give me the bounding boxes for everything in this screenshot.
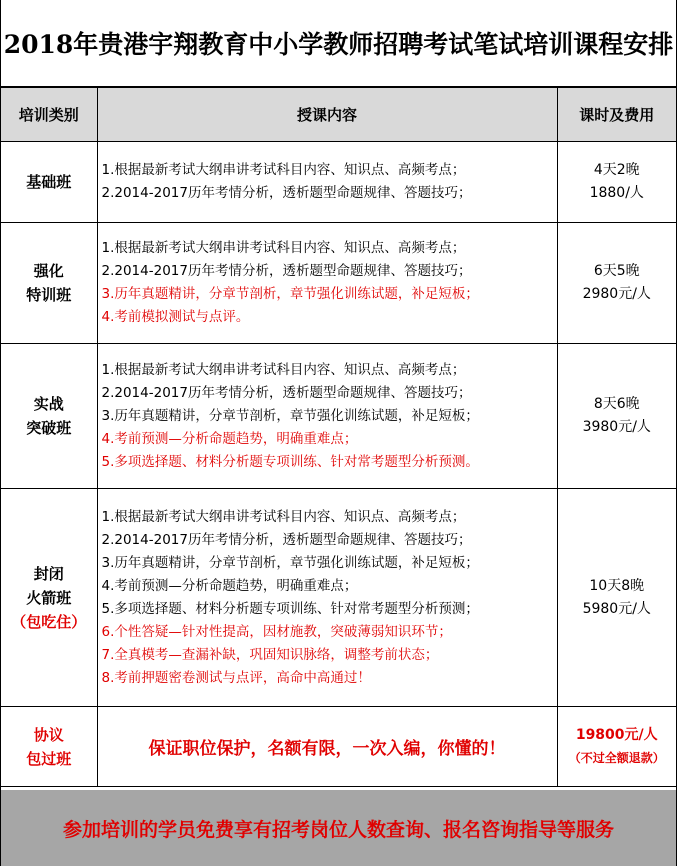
content-line: 4.考前预测—分析命题趋势，明确重难点； bbox=[101, 430, 358, 447]
content-line: 2.2014-2017历年考情分析，透析题型命题规律、答题技巧； bbox=[101, 185, 472, 201]
table-header-row bbox=[1, 88, 676, 142]
fee-price: 1880/人 bbox=[589, 185, 644, 201]
row-content bbox=[97, 489, 557, 707]
content-line: 2.2014-2017历年考情分析，透析题型命题规律、答题技巧； bbox=[101, 263, 472, 279]
content-line: 1.根据最新考试大纲串讲考试科目内容、知识点、高频考点； bbox=[101, 361, 466, 378]
row-content bbox=[97, 344, 557, 489]
fee-price: 19800元/人 bbox=[575, 726, 658, 743]
header-category: 培训类别 bbox=[1, 88, 97, 142]
row-fee bbox=[557, 344, 676, 489]
row-fee bbox=[557, 223, 676, 344]
content-line: 8.考前押题密卷测试与点评，高命中高通过！ bbox=[101, 669, 371, 686]
row-category bbox=[1, 489, 97, 707]
category-label: 特训班 bbox=[26, 286, 72, 304]
content-line: 2.2014-2017历年考情分析，透析题型命题规律、答题技巧； bbox=[101, 531, 472, 548]
category-note: （包吃住） bbox=[11, 612, 87, 631]
category-label: 火箭班 bbox=[26, 588, 72, 607]
fee-price: 5980元/人 bbox=[582, 600, 651, 617]
fee-duration: 8天6晚 bbox=[593, 396, 640, 412]
content-line: 3.历年真题精讲，分章节剖析，章节强化训练试题，补足短板； bbox=[101, 286, 479, 302]
table-row bbox=[1, 142, 676, 223]
fee-duration: 6天5晚 bbox=[593, 263, 640, 279]
row-slogan: 保证职位保护，名额有限，一次入编，你懂的！ bbox=[97, 707, 557, 787]
header-content: 授课内容 bbox=[97, 88, 557, 142]
content-line: 4.考前预测—分析命题趋势，明确重难点； bbox=[101, 577, 358, 594]
footer-banner: 参加培训的学员免费享有招考岗位人数查询、报名咨询指导等服务 bbox=[1, 790, 676, 866]
content-line: 3.历年真题精讲，分章节剖析，章节强化训练试题，补足短板； bbox=[101, 407, 479, 424]
category-label: 强化 bbox=[33, 262, 64, 280]
content-line: 7.全真模考—查漏补缺，巩固知识脉络，调整考前状态； bbox=[101, 646, 439, 663]
table-row bbox=[1, 489, 676, 707]
content-line: 6.个性答疑—针对性提高，因材施教，突破薄弱知识环节； bbox=[101, 623, 452, 640]
category-label: 封闭 bbox=[33, 564, 64, 583]
header-fee: 课时及费用 bbox=[557, 88, 676, 142]
row-category bbox=[1, 223, 97, 344]
content-line: 1.根据最新考试大纲串讲考试科目内容、知识点、高频考点； bbox=[101, 162, 466, 178]
fee-duration: 10天8晚 bbox=[589, 577, 645, 594]
row-category bbox=[1, 142, 97, 223]
table-row bbox=[1, 223, 676, 344]
fee-price: 2980元/人 bbox=[582, 286, 651, 302]
fee-price: 3980元/人 bbox=[582, 419, 651, 435]
table-row bbox=[1, 344, 676, 489]
category-label: 协议 bbox=[33, 725, 64, 744]
content-line: 4.考前模拟测试与点评。 bbox=[101, 309, 250, 325]
row-fee bbox=[557, 489, 676, 707]
content-line: 3.历年真题精讲，分章节剖析，章节强化训练试题，补足短板； bbox=[101, 554, 479, 571]
row-content bbox=[97, 223, 557, 344]
course-table bbox=[1, 87, 676, 787]
row-fee bbox=[557, 707, 676, 787]
content-line: 1.根据最新考试大纲串讲考试科目内容、知识点、高频考点； bbox=[101, 240, 466, 256]
content-line: 5.多项选择题、材料分析题专项训练、针对常考题型分析预测； bbox=[101, 600, 479, 617]
row-content bbox=[97, 142, 557, 223]
category-label: 突破班 bbox=[26, 419, 72, 437]
table-row bbox=[1, 707, 676, 787]
row-category bbox=[1, 707, 97, 787]
content-line: 5.多项选择题、材料分析题专项训练、针对常考题型分析预测。 bbox=[101, 453, 479, 470]
content-line: 2.2014-2017历年考情分析，透析题型命题规律、答题技巧； bbox=[101, 384, 472, 401]
fee-duration: 4天2晚 bbox=[593, 162, 640, 178]
fee-note: （不过全额退款） bbox=[568, 750, 665, 765]
category-label: 实战 bbox=[33, 395, 64, 413]
row-category bbox=[1, 344, 97, 489]
content-line: 1.根据最新考试大纲串讲考试科目内容、知识点、高频考点； bbox=[101, 508, 466, 525]
row-fee bbox=[557, 142, 676, 223]
category-label: 基础班 bbox=[26, 173, 72, 191]
page-title: 2018年贵港宇翔教育中小学教师招聘考试笔试培训课程安排 bbox=[1, 0, 676, 87]
category-label: 包过班 bbox=[26, 749, 72, 768]
